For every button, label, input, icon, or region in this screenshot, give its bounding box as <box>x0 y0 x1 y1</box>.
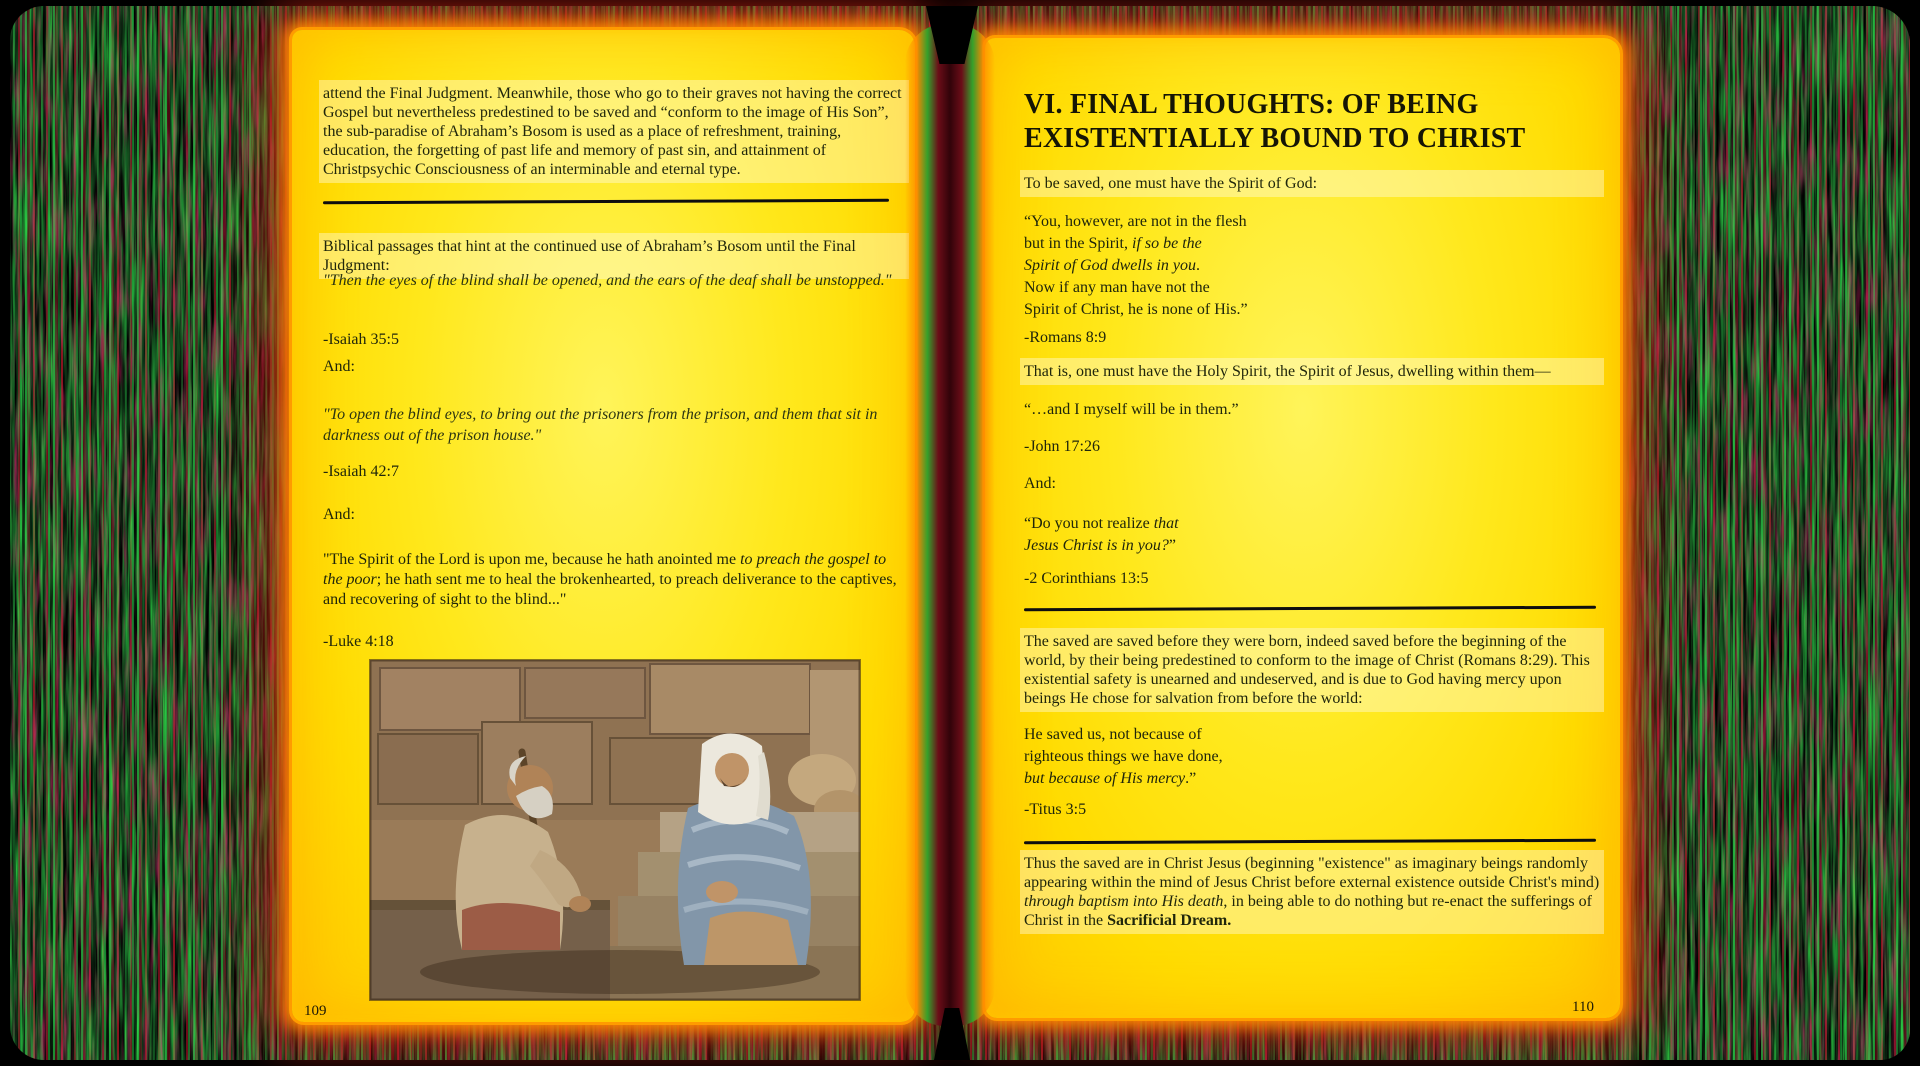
quote-roman-run: ” <box>1168 537 1176 554</box>
section-lead: Biblical passages that hint at the continued use of Abraham’s Bosom until the Final Judgment: <box>323 237 905 275</box>
chapter-title <box>1024 88 1609 156</box>
quote-line: “You, however, are not in the flesh <box>1024 213 1247 230</box>
quote-roman-run: . <box>1196 257 1200 274</box>
intro-paragraph: attend the Final Judgment. Meanwhile, those who go to their graves not having the correct Gospel but nevertheless predestined to be saved and “conform to the image of His Son”, the sub-paradise of Abraham’s Bosom is used as a place of refreshment, training, education, the forgetting of past life and memory of past sin, and attainment of Christpsychic Consciousness of an interminable and eternal type. <box>323 84 905 179</box>
quote-titus-3-5 <box>1024 725 1600 791</box>
connector-and: And: <box>323 506 355 523</box>
closing-italic-run: through baptism into His death <box>1024 893 1224 910</box>
quote-italic-run: if so be the <box>1132 235 1202 252</box>
predestination-paragraph: The saved are saved before they were born, indeed saved before the beginning of the world, by their being predestined to conform to the image of Christ (Romans 8:29). This existential safety is unearned and undeserved, and is due to God having mercy upon beings He chose for salvation from before the world: <box>1024 632 1600 708</box>
quote-italic-run: Spirit of God dwells in you <box>1024 257 1196 274</box>
quote-john-17-26: “…and I myself will be in them.” <box>1024 401 1239 418</box>
quote-isaiah-42: "To open the blind eyes, to bring out the prisoners from the prison, and them that sit in darkness out of the prison house." <box>323 406 878 444</box>
chapter-title-line2: EXISTENTIALLY BOUND TO CHRIST <box>1024 123 1526 154</box>
quote-roman-run: "The Spirit of the Lord is upon me, because he hath anointed me <box>323 551 741 568</box>
citation-isaiah-35: -Isaiah 35:5 <box>323 331 399 348</box>
quote-italic-run: Jesus Christ is in you? <box>1024 537 1169 554</box>
quote-line: righteous things we have done, <box>1024 748 1223 765</box>
citation-luke-4-18: -Luke 4:18 <box>323 633 394 650</box>
quote-italic-run: but because of His mercy <box>1024 770 1186 787</box>
quote-roman-run: ; he hath sent me to heal the brokenhearted, to preach deliverance to the captives, and recovering of sight to the blind..." <box>323 571 897 608</box>
book-gutter <box>905 24 995 1026</box>
divider-line <box>1024 839 1596 844</box>
explanation-sentence: That is, one must have the Holy Spirit, the Spirit of Jesus, dwelling within them— <box>1024 362 1600 381</box>
chapter-title-line1: VI. FINAL THOUGHTS: OF BEING <box>1024 89 1479 120</box>
quote-line: Spirit of Christ, he is none of His.” <box>1024 301 1248 318</box>
citation-isaiah-42: -Isaiah 42:7 <box>323 463 399 480</box>
quote-isaiah-35: "Then the eyes of the blind shall be opened, and the ears of the deaf shall be unstopped." <box>323 272 892 289</box>
quote-line <box>1024 233 1600 255</box>
quote-line: He saved us, not because of <box>1024 726 1202 743</box>
quote-italic-run: that <box>1153 515 1179 532</box>
quote-romans-8-9 <box>1024 211 1600 321</box>
closing-paragraph <box>1024 854 1600 930</box>
citation-romans: -Romans 8:9 <box>1024 329 1107 346</box>
quote-roman-run: .” <box>1185 770 1197 787</box>
quote-roman-run: but in the Spirit, <box>1024 235 1132 252</box>
page-number-left: 109 <box>304 1003 327 1019</box>
quote-2-corinthians <box>1024 513 1600 557</box>
photo-jesus-and-elder <box>370 660 860 1000</box>
quote-line: Now if any man have not the <box>1024 279 1210 296</box>
closing-bold-run: Sacrificial Dream. <box>1107 912 1232 929</box>
right-page <box>985 38 1620 1018</box>
citation-2-corinthians: -2 Corinthians 13:5 <box>1024 570 1149 587</box>
quote-roman-run: “Do you not realize <box>1024 515 1154 532</box>
quote-luke-4-18 <box>323 550 905 610</box>
closing-roman-run: Thus the saved are in Christ Jesus (beginning "existence" as imaginary beings randomly appearing within the mind of Jesus Christ before external existence outside Christ's mind) <box>1024 855 1600 891</box>
quote-line <box>1024 769 1600 791</box>
page-number-right: 110 <box>1572 999 1594 1015</box>
connector-and: And: <box>1024 475 1056 492</box>
connector-and: And: <box>323 358 355 375</box>
citation-titus: -Titus 3:5 <box>1024 801 1087 818</box>
divider-line <box>323 199 889 204</box>
quote-line <box>1024 513 1600 535</box>
citation-john: -John 17:26 <box>1024 438 1100 455</box>
quote-line <box>1024 535 1600 557</box>
lead-sentence: To be saved, one must have the Spirit of God: <box>1024 174 1600 193</box>
left-page <box>292 30 915 1022</box>
closing-roman-run: , in being able to do nothing but re-enact the sufferings of Christ in the <box>1024 893 1592 929</box>
quote-line <box>1024 255 1600 277</box>
divider-line <box>1024 606 1596 611</box>
quote-italic-run: to preach the gospel to the poor <box>323 551 887 588</box>
